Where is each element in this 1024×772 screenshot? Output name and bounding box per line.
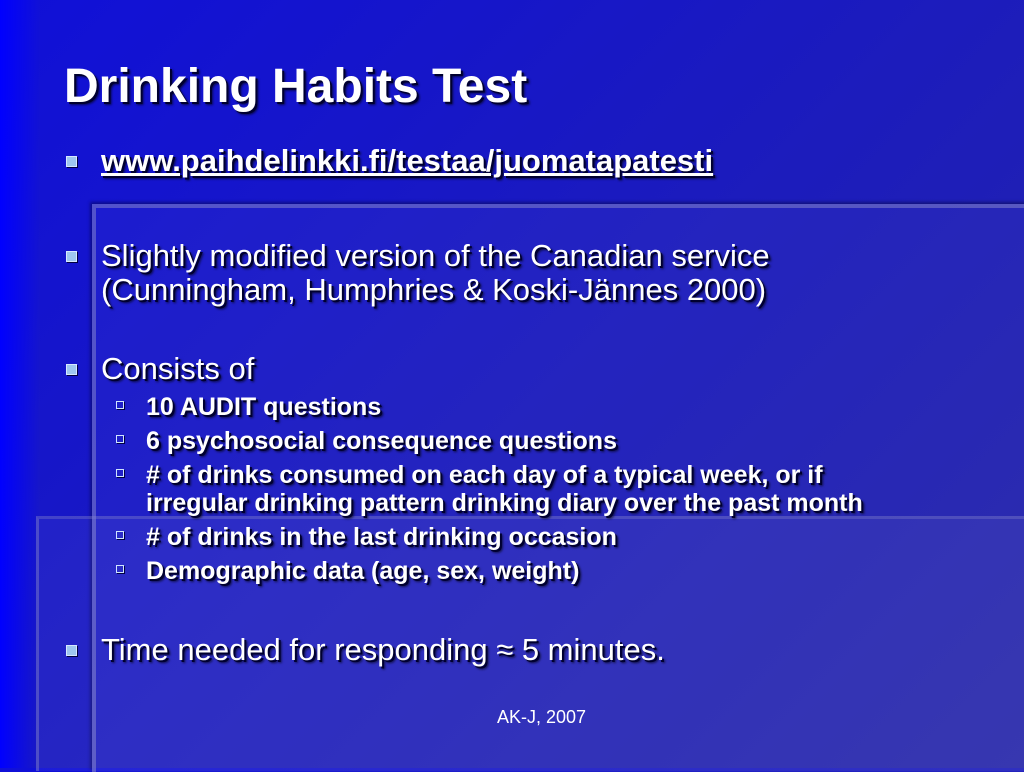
slide-title: Drinking Habits Test <box>64 60 528 113</box>
point-modified-version-line1: Slightly modified version of the Canadian service <box>101 238 770 273</box>
subitem-drinks-week-line2: irregular drinking pattern drinking diary over the past month <box>146 489 863 517</box>
bullet-icon <box>66 645 77 656</box>
point-modified-version-line2: (Cunningham, Humphries & Koski-Jännes 2000) <box>101 272 767 307</box>
slide-footer: AK-J, 2007 <box>497 707 587 727</box>
point-consists-of: Consists of <box>101 351 255 386</box>
bullet-icon <box>66 364 77 375</box>
subitem-demographic: Demographic data (age, sex, weight) <box>146 557 580 585</box>
subitem-audit: 10 AUDIT questions <box>146 393 382 421</box>
sub-bullet-icon <box>116 565 124 573</box>
bullet-icon <box>66 156 77 167</box>
subitem-drinks-week-line1: # of drinks consumed on each day of a typical week, or if <box>146 461 823 489</box>
sub-bullet-icon <box>116 531 124 539</box>
subitem-psychosocial: 6 psychosocial consequence questions <box>146 427 617 455</box>
sub-bullet-icon <box>116 469 124 477</box>
left-edge-glow <box>0 0 40 768</box>
sub-bullet-icon <box>116 435 124 443</box>
sub-bullet-icon <box>116 401 124 409</box>
bullet-icon <box>66 251 77 262</box>
subitem-last-occasion: # of drinks in the last drinking occasion <box>146 523 617 551</box>
point-time-needed: Time needed for responding ≈ 5 minutes. <box>101 632 665 667</box>
test-link[interactable]: www.paihdelinkki.fi/testaa/juomatapatesti <box>101 143 714 178</box>
